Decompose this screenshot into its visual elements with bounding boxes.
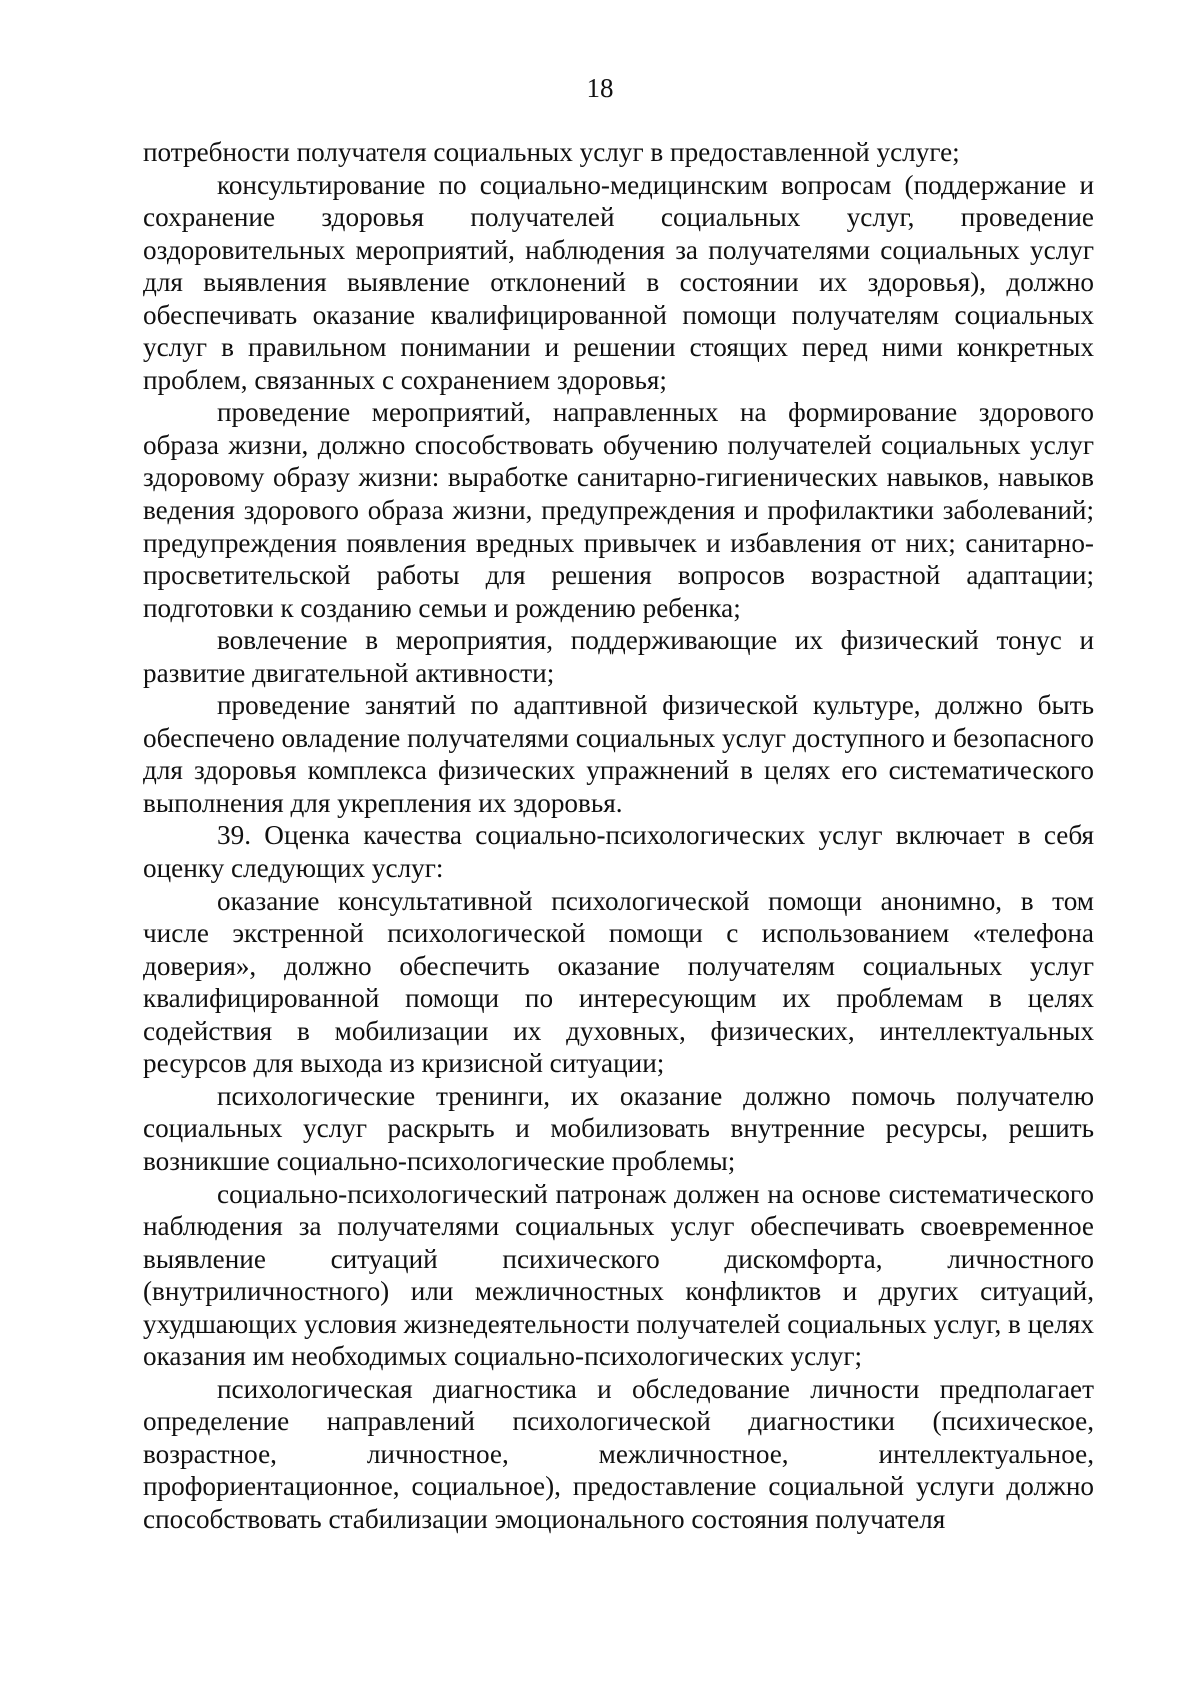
paragraph-10: психологическая диагностика и обследование личности предполагает определение направлений психологической диагностики (психическое, возрастное, личностное, межличностное, интеллектуальное, профориентационное, социальное), предоставление социальной услуги должно способствовать стабилизации эмоционального состояния получателя [143,1373,1094,1534]
paragraph-9: социально-психологический патронаж должен на основе систематического наблюдения за получателями социальных услуг обеспечивать своевременное выявление ситуаций психического дискомфорта, личностного (внутриличностного) или межличностных конфликтов и других ситуаций, ухудшающих условия жизнедеятельности получателей социальных услуг, в целях оказания им необходимых социально-психологических услуг; [143,1178,1094,1372]
paragraph-6: 39. Оценка качества социально-психологических услуг включает в себя оценку следующих услуг: [143,820,1094,884]
paragraph-2: консультирование по социально-медицинским вопросам (поддержание и сохранение здоровья получателей социальных услуг, проведение оздоровительных мероприятий, наблюдения за получателями социальных услуг для выявления выявление отклонений в состоянии их здоровья), должно обеспечивать оказание квалифицированной помощи получателям социальных услуг в правильном понимании и решении стоящих перед ними конкретных проблем, связанных с сохранением здоровья; [143,169,1094,395]
document-body [143,136,1094,1536]
paragraph-1: потребности получателя социальных услуг в предоставленной услуге; [143,137,960,167]
paragraph-4: вовлечение в мероприятия, поддерживающие их физический тонус и развитие двигательной активности; [143,625,1094,688]
paragraph-7: оказание консультативной психологической помощи анонимно, в том числе экстренной психологической помощи с использованием «телефона доверия», должно обеспечить оказание получателям социальных услуг квалифицированной помощи по интересующим их проблемам в целях содействия в мобилизации их духовных, физических, интеллектуальных ресурсов для выхода из кризисной ситуации; [143,885,1094,1079]
paragraph-5: проведение занятий по адаптивной физической культуре, должно быть обеспечено овладение получателями социальных услуг доступного и безопасного для здоровья комплекса физических упражнений в целях его систематического выполнения для укрепления их здоровья. [143,690,1094,818]
paragraph-3: проведение мероприятий, направленных на формирование здорового образа жизни, должно способствовать обучению получателей социальных услуг здоровому образу жизни: выработке санитарно-гигиенических навыков, навыков ведения здорового образа жизни, предупреждения и профилактики заболеваний; предупреждения появления вредных привычек и избавления от них; санитарно-просветительской работы для решения вопросов возрастной адаптации; подготовки к созданию семьи и рождению ребенка; [143,397,1094,623]
page-number: 18 [586,73,614,103]
paragraph-8: психологические тренинги, их оказание должно помочь получателю социальных услуг раскрыть и мобилизовать внутренние ресурсы, решить возникшие социально-психологические проблемы; [143,1080,1094,1176]
